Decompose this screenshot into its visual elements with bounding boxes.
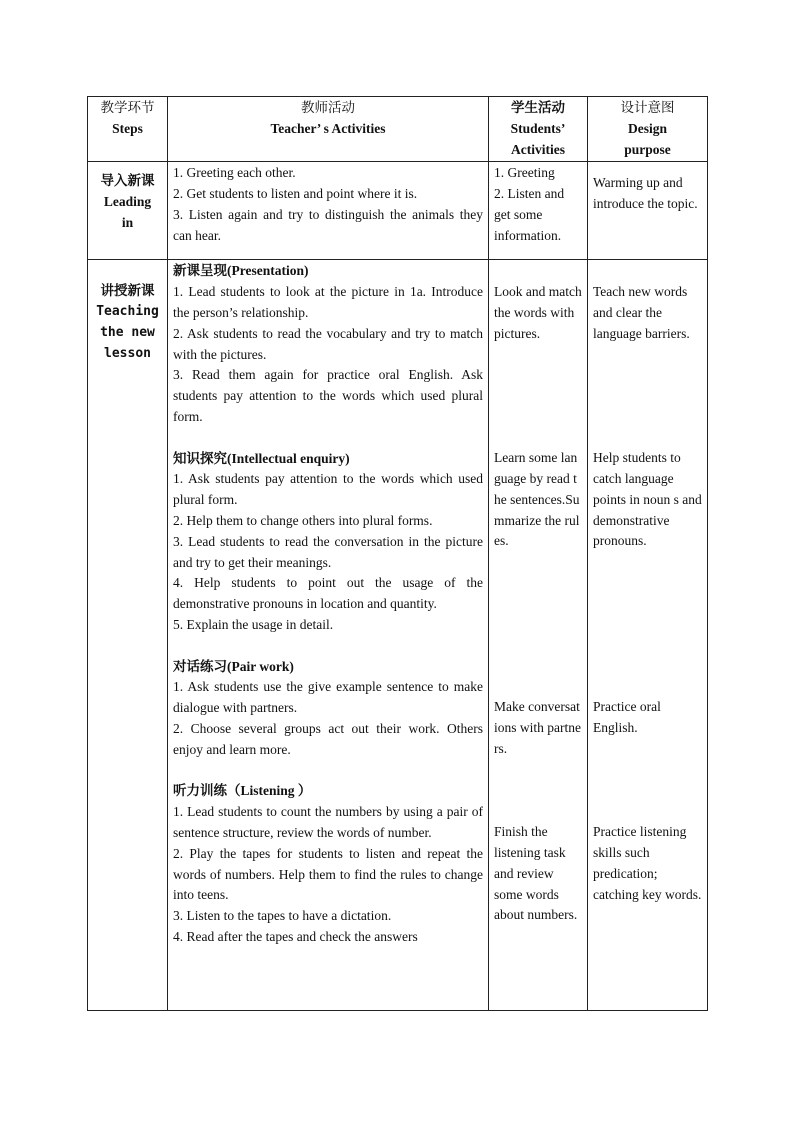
lesson-plan-table bbox=[87, 96, 708, 1011]
leading-design-purpose bbox=[588, 162, 708, 260]
step-teaching-en2: the new bbox=[100, 324, 155, 340]
design-presentation: Teach new words and clear the language barriers. bbox=[593, 284, 690, 341]
list-item: 2. Ask students to read the vocabulary and try to match with the pictures. bbox=[173, 325, 483, 362]
section-title-enquiry: 知识探究(Intellectual enquiry) bbox=[173, 450, 350, 466]
list-item: 5. Explain the usage in detail. bbox=[173, 616, 334, 632]
teaching-teacher-activities bbox=[168, 260, 489, 1011]
header-steps bbox=[88, 97, 168, 162]
step-leading-in bbox=[88, 162, 168, 260]
header-teacher-en: Teacher’ s Activities bbox=[270, 120, 386, 136]
section-title-pair-work: 对话练习(Pair work) bbox=[173, 658, 294, 674]
leading-student-activities bbox=[489, 162, 588, 260]
list-item: 2. Listen and get some information. bbox=[494, 186, 565, 243]
list-item: 1. Ask students use the give example sentence to make dialogue with partners. bbox=[173, 679, 483, 716]
header-teacher bbox=[168, 97, 489, 162]
list-item: 2. Help them to change others into plural forms. bbox=[173, 512, 433, 528]
header-teacher-cn: 教师活动 bbox=[301, 100, 355, 115]
step-leading-cn: 导入新课 bbox=[100, 173, 155, 189]
teaching-design-purpose bbox=[588, 260, 708, 1011]
list-item: 1. Ask students pay attention to the words which used plural form. bbox=[173, 471, 483, 508]
design-listening: Practice listening skills such predication; catching key words. bbox=[593, 824, 702, 902]
list-item: 1. Greeting each other. bbox=[173, 165, 296, 181]
design-pair-work: Practice oral English. bbox=[593, 699, 661, 735]
leading-teacher-activities bbox=[168, 162, 489, 260]
students-enquiry: Learn some language by read the sentences.Summarize the rules. bbox=[494, 450, 580, 549]
design-text: Warming up and introduce the topic. bbox=[593, 175, 698, 212]
header-design bbox=[588, 97, 708, 162]
leading-in-row bbox=[88, 162, 708, 260]
header-students bbox=[489, 97, 588, 162]
list-item: 4. Help students to point out the usage of the demonstrative pronouns in location and quantity. bbox=[173, 575, 483, 612]
list-item: 3. Listen to the tapes to have a dictation. bbox=[173, 908, 392, 924]
header-steps-cn: 教学环节 bbox=[100, 100, 155, 115]
teaching-student-activities bbox=[489, 260, 588, 1011]
list-item: 2. Choose several groups act out their work. Others enjoy and learn more. bbox=[173, 720, 483, 757]
list-item: 3. Listen again and try to distinguish the animals they can hear. bbox=[173, 206, 483, 243]
list-item: 4. Read after the tapes and check the answers bbox=[173, 928, 418, 944]
header-steps-en: Steps bbox=[112, 120, 143, 136]
students-listening: Finish the listening task and review some words about numbers. bbox=[494, 824, 578, 923]
header-design-en1: Design bbox=[627, 120, 667, 136]
header-design-en2: purpose bbox=[624, 141, 671, 157]
header-students-en1: Students’ bbox=[510, 120, 566, 136]
list-item: 1. Lead students to look at the picture in 1a. Introduce the person’s relationship. bbox=[173, 284, 483, 320]
header-students-en2: Activities bbox=[511, 141, 565, 157]
step-leading-en2: in bbox=[121, 214, 134, 230]
list-item: 3. Lead students to read the conversation in the picture and try to get their meanings. bbox=[173, 533, 483, 570]
section-title-presentation: 新课呈现(Presentation) bbox=[173, 263, 309, 279]
list-item: 1. Greeting bbox=[494, 165, 555, 181]
teaching-row bbox=[88, 260, 708, 1011]
step-teaching bbox=[88, 260, 168, 1011]
step-teaching-cn: 讲授新课 bbox=[100, 283, 155, 299]
students-pair-work: Make conversations with partners. bbox=[494, 699, 581, 756]
list-item: 2. Play the tapes for students to listen and repeat the words of numbers. Help them to find the rules to change into teens. bbox=[173, 845, 483, 903]
header-design-cn: 设计意图 bbox=[620, 100, 675, 115]
list-item: 1. Lead students to count the numbers by using a pair of sentence structure, review the words of number. bbox=[173, 804, 483, 840]
step-teaching-en3: lesson bbox=[104, 345, 151, 361]
header-row bbox=[88, 97, 708, 162]
step-teaching-en1: Teaching bbox=[96, 304, 159, 320]
students-presentation: Look and match the words with pictures. bbox=[494, 284, 582, 341]
section-title-listening: 听力训练（Listening ） bbox=[173, 783, 312, 799]
step-leading-en1: Leading bbox=[103, 194, 152, 210]
list-item: 2. Get students to listen and point where it is. bbox=[173, 186, 418, 202]
list-item: 3. Read them again for practice oral English. Ask students pay attention to the words which used plural form. bbox=[173, 367, 483, 424]
design-enquiry: Help students to catch language points in noun s and demonstrative pronouns. bbox=[593, 450, 702, 549]
header-students-cn: 学生活动 bbox=[511, 100, 565, 115]
